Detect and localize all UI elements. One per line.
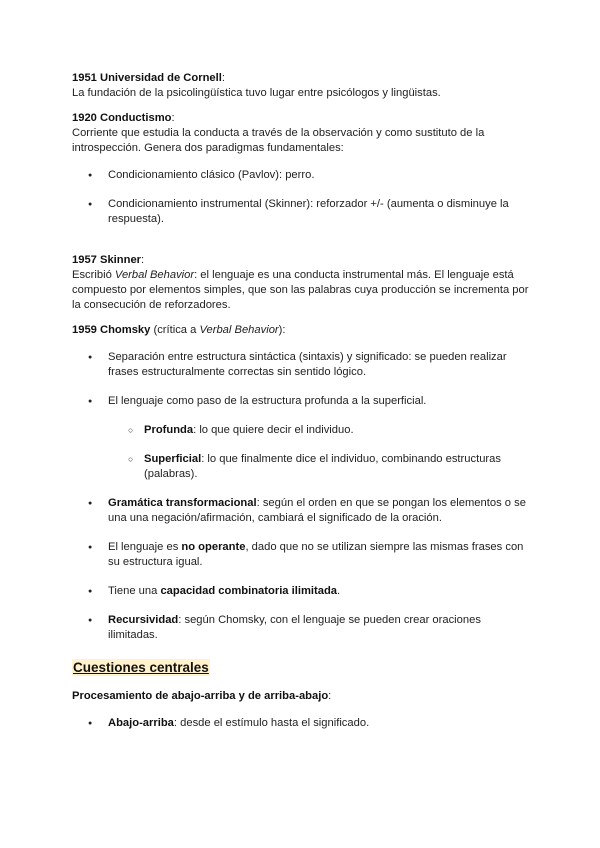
section-1920 <box>72 111 530 227</box>
text-span: : el lenguaje es una conducta instrumental más. El lenguaje está compuesto por elementos simples, que son las palabras cuya producción se incrementa por la consecución de reforzadores. <box>72 269 529 311</box>
section-title: 1951 Universidad de Cornell <box>72 72 222 84</box>
subheading-line: Procesamiento de abajo-arriba y de arriba-abajo: <box>72 690 332 702</box>
text-span: Tiene una <box>108 585 161 597</box>
book-title: Verbal Behavior <box>114 269 195 281</box>
list-item <box>72 613 530 643</box>
term: capacidad combinatoria ilimitada <box>160 585 338 597</box>
section-title-line: 1951 Universidad de Cornell: <box>72 72 225 84</box>
sub-list-item <box>72 423 530 438</box>
list-item: ● Condicionamiento instrumental (Skinner): reforzador +/- (aumenta o disminuye la respuesta). <box>72 197 530 227</box>
section-title-line <box>72 323 530 338</box>
paragraph: La fundación de la psicolingüística tuvo lugar entre psicólogos y lingüistas. <box>72 87 441 99</box>
text-span: Escribió <box>72 269 115 281</box>
list-item: ● Separación entre estructura sintáctica (sintaxis) y significado: se pueden realizar frases estructuralmente correctas sin sentido lógico. <box>72 350 530 380</box>
list-item <box>72 540 530 570</box>
bullet-list <box>72 168 530 227</box>
paragraph <box>72 268 530 313</box>
text-span: El lenguaje es <box>108 541 182 553</box>
term: Gramática transformacional <box>108 497 257 509</box>
text-span: : desde el estímulo hasta el significado. <box>173 717 370 729</box>
section-1957 <box>72 253 530 313</box>
term: Superficial <box>144 453 202 465</box>
text-span: . <box>337 585 341 597</box>
text-span: : lo que finalmente dice el individuo, combinando estructuras (palabras). <box>144 453 501 480</box>
bullet-list <box>72 350 530 643</box>
central-heading-wrap <box>72 659 530 677</box>
list-item: ● El lenguaje como paso de la estructura profunda a la superficial. <box>72 394 530 409</box>
subheading: Procesamiento de abajo-arriba y de arriba-abajo <box>72 690 329 702</box>
section-title: 1959 Chomsky <box>72 324 151 336</box>
text-span: (crítica a <box>150 324 200 336</box>
term: Profunda <box>144 424 194 436</box>
term: Recursividad <box>108 614 179 626</box>
text-span: : lo que quiere decir el individuo. <box>193 424 354 436</box>
list-item <box>72 716 530 731</box>
section-1951 <box>72 71 530 101</box>
book-title: Verbal Behavior <box>199 324 279 336</box>
section-title: 1920 Conductismo <box>72 112 172 124</box>
term: no operante <box>181 541 246 553</box>
list-item <box>72 496 530 526</box>
section-title: 1957 Skinner <box>72 254 142 266</box>
section-1959 <box>72 323 530 643</box>
text-span: ): <box>278 324 286 336</box>
term: Abajo-arriba <box>108 717 174 729</box>
text-span: : según Chomsky, con el lenguaje se pueden crear oraciones ilimitadas. <box>108 614 481 641</box>
section-heading: Cuestiones centrales <box>73 660 209 675</box>
section-title-line: 1957 Skinner: <box>72 254 145 266</box>
section-title-line: 1920 Conductismo: <box>72 112 175 124</box>
text-span: , dado que no se utilizan siempre las mismas frases con su estructura igual. <box>108 541 524 568</box>
paragraph: Corriente que estudia la conducta a través de la observación y como sustituto de la introspección. Genera dos paradigmas fundamentales: <box>72 127 485 154</box>
list-item: ● Condicionamiento clásico (Pavlov): perro. <box>72 168 530 183</box>
sub-list-item <box>72 452 530 482</box>
bullet-list <box>72 716 530 731</box>
list-item <box>72 584 530 599</box>
text-span: : según el orden en que se pongan los elementos o se una una negación/afirmación, cambiará el significado de la oración. <box>108 497 526 524</box>
